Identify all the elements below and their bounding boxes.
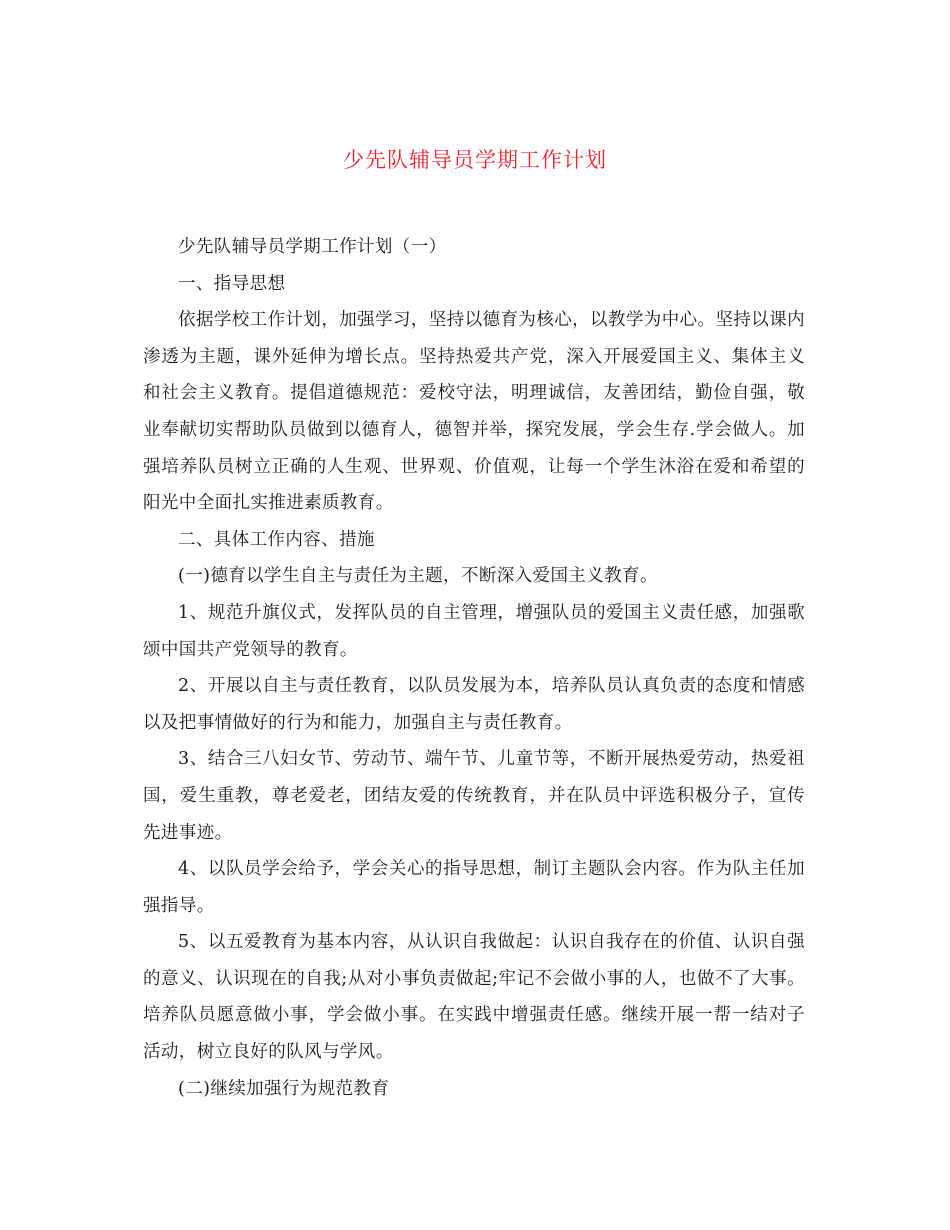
paragraph: 4、以队员学会给予，学会关心的指导思想，制订主题队会内容。作为队主任加强指导。 — [143, 859, 805, 916]
paragraph: 3、结合三八妇女节、劳动节、端午节、儿童节等，不断开展热爱劳动，热爱祖国，爱生重教，尊老爱老，团结友爱的传统教育，并在队员中评选积极分子，宣传先进事迹。 — [143, 749, 805, 843]
document-body — [143, 229, 805, 1107]
document-title: 少先队辅导员学期工作计划 — [343, 148, 607, 172]
paragraph: 依据学校工作计划，加强学习，坚持以德育为核心，以教学为中心。坚持以课内渗透为主题，课外延伸为增长点。坚持热爱共产党，深入开展爱国主义、集体主义和社会主义教育。提倡道德规范：爱校守法，明理诚信，友善团结，勤俭自强，敬业奉献切实帮助队员做到以德育人，德智并举，探究发展，学会生存.学会做人。加强培养队员树立正确的人生观、世界观、价值观，让每一个学生沐浴在爱和希望的阳光中全面扎实推进素质教育。 — [143, 310, 805, 514]
paragraph-subheading: (一)德育以学生自主与责任为主题，不断深入爱国主义教育。 — [178, 566, 658, 587]
paragraph-subtitle: 少先队辅导员学期工作计划（一） — [178, 237, 447, 257]
paragraph-subheading: (二)继续加强行为规范教育 — [178, 1078, 390, 1099]
paragraph: 5、以五爱教育为基本内容，从认识自我做起：认识自我存在的价值、认识自强的意义、认识现在的自我;从对小事负责做起;牢记不会做小事的人，也做不了大事。培养队员愿意做小事，学会做小事。在实践中增强责任感。继续开展一帮一结对子活动，树立良好的队风与学风。 — [143, 932, 805, 1063]
paragraph-section-heading: 一、指导思想 — [178, 273, 286, 294]
paragraph: 1、规范升旗仪式，发挥队员的自主管理，增强队员的爱国主义责任感，加强歌颂中国共产党领导的教育。 — [143, 602, 805, 660]
paragraph: 2、开展以自主与责任教育，以队员发展为本，培养队员认真负责的态度和情感以及把事情做好的行为和能力，加强自主与责任教育。 — [143, 676, 805, 733]
paragraph-section-heading: 二、具体工作内容、措施 — [178, 529, 375, 550]
